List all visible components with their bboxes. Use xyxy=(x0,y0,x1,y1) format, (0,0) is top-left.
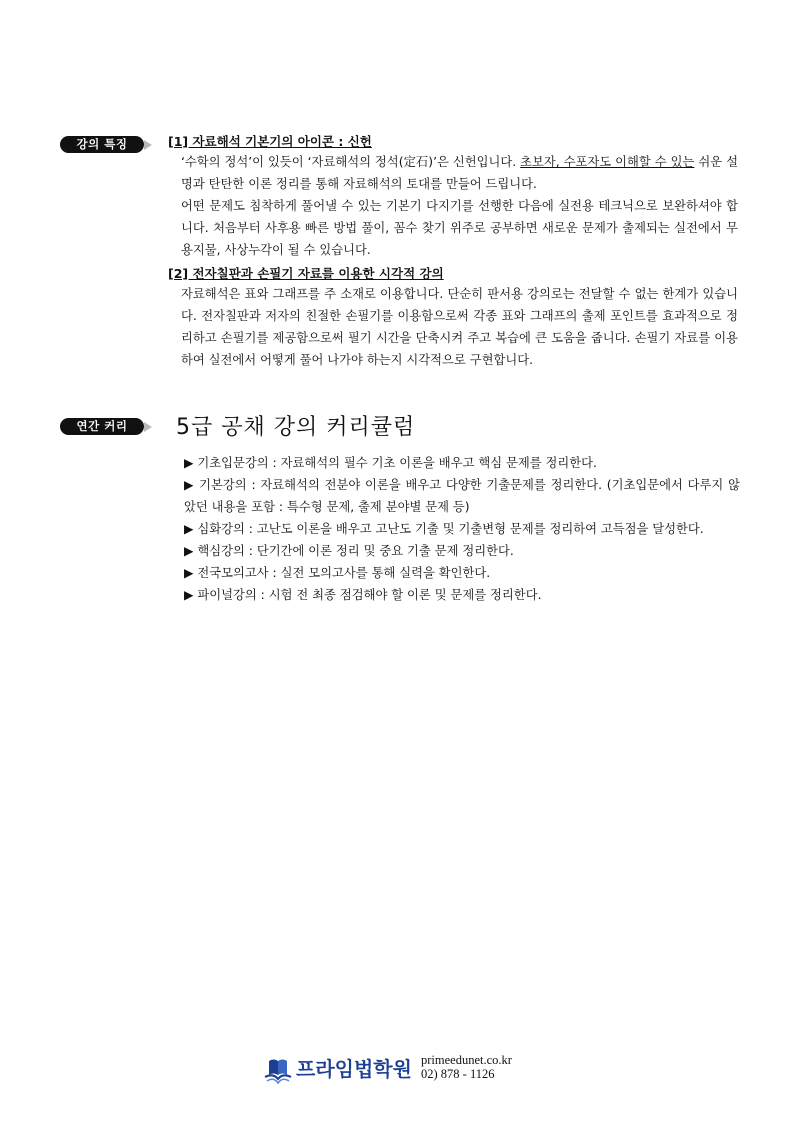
section-2-paragraph: 자료해석은 표와 그래프를 주 소재로 이용합니다. 단순히 판서용 강의로는 전달할 수 없는 한계가 있습니다. 전자칠판과 저자의 친절한 손필기를 이용함으로써 각종 표와 그래프의 출제 포인트를 효과적으로 정리하고 손필기를 제공함으로써 필기 시간을 단축시켜 주고 복습에 큰 도움을 줍니다. 손필기 자료를 이용하여 실전에서 어떻게 풀어 나가야 하는지 시각적으로 구현합니다. xyxy=(181,287,738,367)
curriculum-item-core: ▶ 핵심강의 : 단기간에 이론 정리 및 중요 기출 문제 정리한다. xyxy=(184,544,514,558)
phone-text: 02) 878 - 1126 xyxy=(421,1067,495,1081)
curriculum-item-advanced: ▶ 심화강의 : 고난도 이론을 배우고 고난도 기출 및 기출변형 문제를 정리하여 고득점을 달성한다. xyxy=(184,522,704,536)
curriculum-tag: 연간 커리 xyxy=(60,418,144,435)
book-icon xyxy=(263,1055,293,1085)
curriculum-item-basic-intro: ▶ 기초입문강의 : 자료해석의 필수 기초 이론을 배우고 핵심 문제를 정리한다. xyxy=(184,456,597,470)
logo-text: 프라임법학원 xyxy=(296,1057,412,1081)
contact-info xyxy=(421,1053,512,1081)
p1-hanja: 定石 xyxy=(403,155,429,169)
curriculum-list xyxy=(184,452,740,606)
p1-text-start: ‘수학의 정석’이 있듯이 ‘자료해석의 정석( xyxy=(181,155,404,169)
section-1-paragraph-1 xyxy=(168,151,738,195)
website-text: primeedunet.co.kr xyxy=(421,1053,512,1067)
p1-text-end: 쉬운 설명과 탄탄한 이론 정리를 통해 자료해석의 토대를 만들어 드립니다. xyxy=(181,155,738,191)
curriculum-item-basic: ▶ 기본강의 : 자료해석의 전분야 이론을 배우고 다양한 기출문제를 정리한다. (기초입문에서 다루지 않았던 내용을 포함 : 특수형 문제, 출제 분야별 문제 등) xyxy=(184,478,740,514)
section-1-heading: [1] 자료해석 기본기의 아이콘 : 신헌 xyxy=(168,134,372,149)
curriculum-title: 5급 공채 강의 커리큘럼 xyxy=(176,415,416,440)
features-section-1 xyxy=(168,133,738,261)
footer xyxy=(263,1051,533,1087)
features-tag: 강의 특징 xyxy=(60,136,144,153)
section-1-paragraph-2: 어떤 문제도 침착하게 풀어낼 수 있는 기본기 다지기를 선행한 다음에 실전용 테크닉으로 보완하셔야 합니다. 처음부터 사후용 빠른 방법 풀이, 꼼수 찾기 위주로 공부하면 새로운 문제가 출제되는 실전에서 무용지물, 사상누각이 될 수 있습니다. xyxy=(181,199,738,257)
features-section-2 xyxy=(168,265,738,371)
curriculum-item-mock-exam: ▶ 전국모의고사 : 실전 모의고사를 통해 실력을 확인한다. xyxy=(184,566,491,580)
p1-underlined-text: 초보자, 수포자도 이해할 수 있는 xyxy=(520,155,695,169)
section-2-heading: [2] 전자칠판과 손필기 자료를 이용한 시각적 강의 xyxy=(168,266,444,281)
curriculum-item-final: ▶ 파이널강의 : 시험 전 최종 점검해야 할 이론 및 문제를 정리한다. xyxy=(184,588,542,602)
p1-text-mid: )’은 신헌입니다. xyxy=(428,155,521,169)
